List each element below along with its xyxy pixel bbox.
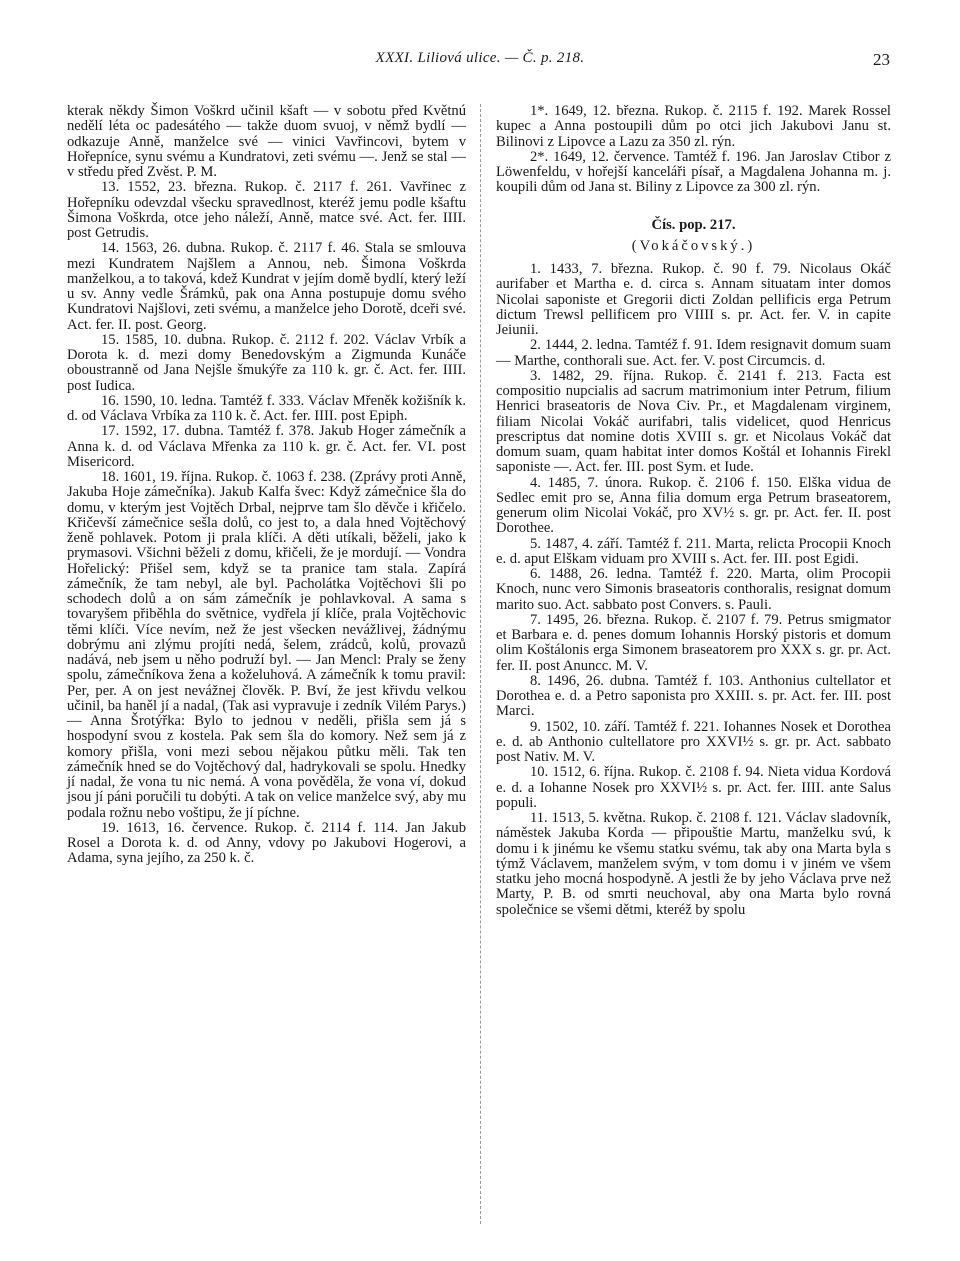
paragraph: 8. 1496, 26. dubna. Tamtéž f. 103. Anthonius cultellator et Dorothea e. d. a Petro saponista pro XXIII. s. pr. Act. fer. III. post Marci. [496,672,891,720]
page-header [0,50,960,74]
paragraph: kterak někdy Šimon Voškrd učinil kšaft — v sobotu před Květnú nedělí léta oc padesátého — takže duom svuoj, v němž bydlí — odkazuje Anně, manželce své — vinici Vavřincovi, bytem v Hořepníce, synu svému a Kundratovi, zeti svému —. Jenž se stal — v středu před Zvěst. P. M. [67,103,466,180]
paragraph: 2*. 1649, 12. července. Tamtéž f. 196. Jan Jaroslav Ctibor z Löwenfeldu, v hořejší kanceláři písař, a Magdalena Johanna m. j. koupili dům od Jana st. Biliny z Lipovce za 300 zl. rýn. [496,148,891,196]
paragraph: 3. 1482, 29. října. Rukop. č. 2141 f. 213. Facta est compositio nupcialis ad sacrum matrimonium inter Petrum, filium Henrici braseatoris de Nova Civ. Pr., et Magdalenam virginem, filiam Nicolai Vokáč aurifabri, talis videlicet, quod Henricus prescriptus dat nomine dotis XVIII s. gr. et Nicolaus Vokáč dat domum suam, quam habitat inter domos Koštál et Iohannis Firekl saponiste —. Act. fer. III. post Sym. et Iude. [496,367,891,476]
paragraph: 2. 1444, 2. ledna. Tamtéž f. 91. Idem resignavit domum suam — Marthe, conthorali sue. Act. fer. V. post Circumcis. d. [496,337,891,369]
paragraph: 1. 1433, 7. března. Rukop. č. 90 f. 79. Nicolaus Okáč aurifaber et Martha e. d. circa s. Annam situatam inter domos Nicolai saponiste et Gregorii dicti Zoldan pellificis erga Petrum dictum Trewsl pellificem pro VIIII s. pr. Act. fer. V. in capite Jeiunii. [496,261,891,338]
paragraph: 13. 1552, 23. března. Rukop. č. 2117 f. 261. Vavřinec z Hořepníku odevzdal všecku spravedlnost, kteréž jemu podle kšaftu Šimona Voškrda, otce jeho náleží, Anně, matce své. Act. fer. IIII. post Getrudis. [67,179,466,241]
paragraph: 19. 1613, 16. července. Rukop. č. 2114 f. 114. Jan Jakub Rosel a Dorota k. d. od Anny, vdovy po Jakubovi Hogerovi, a Adama, syna jejího, za 250 k. č. [67,819,466,867]
paragraph: 7. 1495, 26. března. Rukop. č. 2107 f. 79. Petrus smigmator et Barbara e. d. penes domum Iohannis Horský pistoris et domum olim Koštálonis erga Simonem braseatorem pro XXX s. gr. pr. Act. fer. II. post Anuncc. M. V. [496,611,891,674]
paragraph: 1*. 1649, 12. března. Rukop. č. 2115 f. 192. Marek Rossel kupec a Anna postoupili dům po otci jich Jakubovi Janu st. Bilinovi z Lipovce a Lazu za 350 zl. rýn. [496,103,891,150]
paragraph: 4. 1485, 7. února. Rukop. č. 2106 f. 150. Elška vidua de Sedlec emit pro se, Anna filia domum erga Petrum braseatorem, generum olim Nicolai Vokáč, pro XV½ s. gr. pr. Act. fer. II. post Dorothee. [496,474,891,537]
paragraph: 17. 1592, 17. dubna. Tamtéž f. 378. Jakub Hoger zámečník a Anna k. d. od Václava Mřenka za 110 k. gr. č. Act. fer. VI. post Misericord. [67,423,466,470]
section-subheading: (Vokáčovský.) [631,237,756,254]
paragraph: 11. 1513, 5. května. Rukop. č. 2108 f. 121. Václav sladovník, náměstek Jakuba Korda — připouštie Martu, manželku svú, k domu i k jinému ke všemu statku svému, tak aby ona Marta byla s týmž Václavem, manželem svým, v tom domu i v jiném ve všem statku jeho mocná hospodyně. A jestli že by jeho Václava prve než Marty, P. B. od smrti neuchoval, aby ona Marta bylo rovná společnice se všemi dětmi, kteréž by spolu [496,810,891,918]
paragraph: 9. 1502, 10. září. Tamtéž f. 221. Iohannes Nosek et Dorothea e. d. ab Anthonio cultellatore pro XXVI½ s. gr. pr. Act. sabbato post Nativ. M. V. [496,718,891,765]
column-divider [480,104,481,1224]
left-column [67,104,466,867]
right-column [496,104,891,918]
page-number: 23 [873,50,890,69]
paragraph: 10. 1512, 6. října. Rukop. č. 2108 f. 94. Nieta vidua Kordová e. d. a Iohanne Nosek pro XXVI½ s. pr. Act. fer. IIII. ante Salus populi. [496,764,891,811]
running-title: XXXI. Liliová ulice. — Č. p. 218. [375,50,585,66]
paragraph: 6. 1488, 26. ledna. Tamtéž f. 220. Marta, olim Procopii Knoch, nunc vero Simonis braseatoris conthoralis, resignat domum marito suo. Act. sabbato post Convers. s. Pauli. [496,566,891,613]
section-heading: Čís. pop. 217. [651,216,736,233]
paragraph: 5. 1487, 4. září. Tamtéž f. 211. Marta, relicta Procopii Knoch e. d. aput Elškam viduam pro XVIII s. Act. fer. III. post Egidi. [496,535,891,567]
paragraph: 18. 1601, 19. října. Rukop. č. 1063 f. 238. (Zprávy proti Anně, Jakuba Hoje zámečníka). Jakub Kalfa švec: Když zámečnice šla do domu, v kterým jest Vojtěch Drbal, nejprve tam šlo děvče i křičelo. Křičevší zámečnice sešla dolů, co jest to, a dala hned Vojtěchový ženě pohlavek. Potom ji prala klíči. A děti utíkali, běželi, jako k prymasovi. Všichni běželi z domu, křičeli, že je mordují. — Vondra Hořelický: Přišel sem, když se ta pranice tam stala. Zapírá zámečník, že tam nebyl, ale byl. Pacholátka Vojtěchovi šli po schodech dolů a on sám zámečník je pohlavkoval. A sama s tovaryšem přiběhla do světnice, vydřela jí klíče, prala Vojtěchovic těmi klíči. Více nevím, než že jest všecken nevážlivej, žádnýmu dobrýmu ani zlýmu projíti nedá, šelem, zrádců, kolů, provazů nadává, neb jsem u něho podruží byl. — Jan Mencl: Praly se ženy spolu, zámečníkova žena a koželuhová. A zámečník k tomu pravil: Per, per. A on jest nevážnej člověk. P. Bví, že jest křivdu velkou učinil, ba haněl jí a nadal, (Tak asi vypravuje i zedník Vilém Parys.) — Anna Šrotýřka: Bylo to jednou v neděli, přišla sem já s hospodyní svou z kostela. Pak sem šla do komory. Než sem já z komory přišla, voni mezi sebou nějakou půtku měli. Tak ten zámečník hned se do Vojtěchový dal, hadrykovali se spolu. Hnedky jí nadal, že vona tu nic nemá. A vona pověděla, že vona ví, dokud jsou jí páni poručili tu dobýti. A tak on velice manželce svý, aby mu podala rožnu nebo voštipu, že jí píchne. [67,469,466,821]
paragraph: 16. 1590, 10. ledna. Tamtéž f. 333. Václav Mřeněk kožišník k. d. od Václava Vrbíka za 110 k. č. Act. fer. IIII. post Epiph. [67,392,466,424]
paragraph: 15. 1585, 10. dubna. Rukop. č. 2112 f. 202. Václav Vrbík a Dorota k. d. mezi domy Benedovským a Zigmunda Kunáče oboustranně od Jana Nejšle šmukýře za 110 k. gr. č. Act. fer. IIII. post Iudica. [67,331,466,394]
paragraph: 14. 1563, 26. dubna. Rukop. č. 2117 f. 46. Stala se smlouva mezi Kundratem Najšlem a Annou, neb. Šimona Voškrda manželkou, a to taková, kdež Kundrat v jejím domě bydlí, který leží u sv. Anny vedle Šrámků, pak ona Anna postupuje domu svého Kundratovi Najšlovi, zeti svému, a manželce jeho Dorotě, dceři své. Act. fer. II. post. Georg. [67,240,466,333]
